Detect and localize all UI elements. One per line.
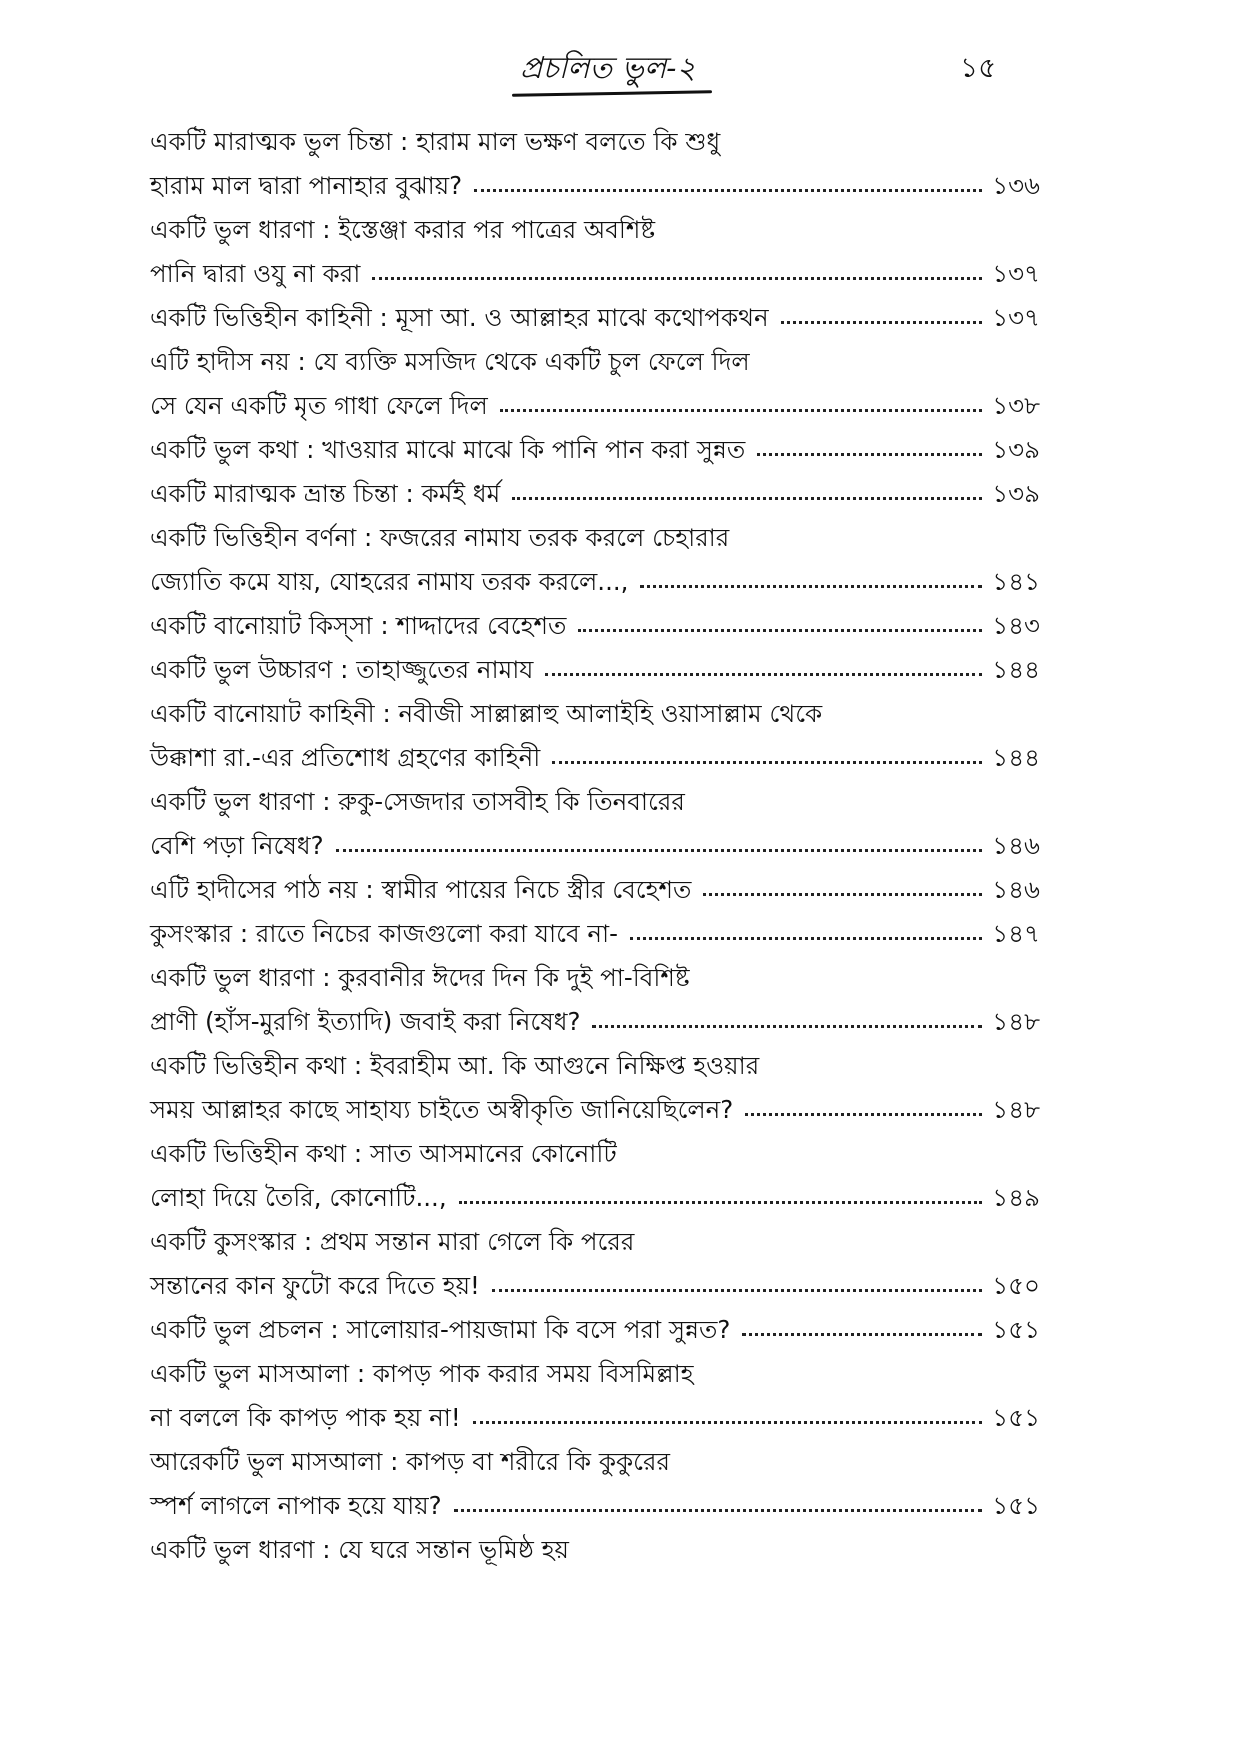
toc-entry-page: ১৫০ bbox=[992, 1270, 1040, 1300]
toc-entry-text: একটি ভুল ধারণা : যে ঘরে সন্তান ভূমিষ্ঠ হয় bbox=[150, 1534, 569, 1564]
toc-line bbox=[150, 248, 1040, 292]
toc-line bbox=[150, 1524, 1040, 1568]
dot-leader bbox=[512, 497, 982, 500]
toc-entry-page: ১৪৪ bbox=[992, 742, 1040, 772]
dot-leader bbox=[578, 629, 982, 632]
toc-entry-page: ১৩৯ bbox=[992, 478, 1040, 508]
toc-line bbox=[150, 600, 1040, 644]
toc-line bbox=[150, 468, 1040, 512]
toc-entry-text: একটি ভুল ধারণা : কুরবানীর ঈদের দিন কি দুই পা-বিশিষ্ট bbox=[150, 962, 690, 992]
toc-entry-page: ১৪৬ bbox=[992, 830, 1040, 860]
toc-entry-text: এটি হাদীস নয় : যে ব্যক্তি মসজিদ থেকে একটি চুল ফেলে দিল bbox=[150, 346, 750, 376]
dot-leader bbox=[592, 1025, 982, 1028]
dot-leader bbox=[372, 277, 982, 280]
toc-entry-page: ১৪৮ bbox=[992, 1006, 1040, 1036]
toc-entry-page: ১৫১ bbox=[992, 1314, 1040, 1344]
toc-line bbox=[150, 1392, 1040, 1436]
toc-entry-page: ১৩৮ bbox=[992, 390, 1040, 420]
toc-entry-page: ১৪৮ bbox=[992, 1094, 1040, 1124]
toc-line bbox=[150, 1436, 1040, 1480]
toc-entry-text: একটি ভুল কথা : খাওয়ার মাঝে মাঝে কি পানি পান করা সুন্নত bbox=[150, 434, 746, 464]
toc-line bbox=[150, 204, 1040, 248]
dot-leader bbox=[474, 189, 982, 192]
toc-entry-text: জ্যোতি কমে যায়, যোহরের নামায তরক করলে..., bbox=[150, 566, 629, 596]
toc-entry-text: উক্কাশা রা.-এর প্রতিশোধ গ্রহণের কাহিনী bbox=[150, 742, 541, 772]
toc-line bbox=[150, 1040, 1040, 1084]
dot-leader bbox=[640, 585, 982, 588]
toc-entry-text: একটি ভুল উচ্চারণ : তাহাজ্জুতের নামায bbox=[150, 654, 534, 684]
dot-leader bbox=[742, 1333, 982, 1336]
toc-line bbox=[150, 864, 1040, 908]
toc-line bbox=[150, 1480, 1040, 1524]
dot-leader bbox=[757, 453, 982, 456]
dot-leader bbox=[492, 1289, 982, 1292]
toc-entry-text: বেশি পড়া নিষেধ? bbox=[150, 830, 324, 860]
dot-leader bbox=[500, 409, 983, 412]
toc-line bbox=[150, 644, 1040, 688]
toc-entry-text: সময় আল্লাহর কাছে সাহায্য চাইতে অস্বীকৃতি জানিয়েছিলেন? bbox=[150, 1094, 734, 1124]
dot-leader bbox=[336, 849, 983, 852]
dot-leader bbox=[552, 761, 982, 764]
toc-line bbox=[150, 688, 1040, 732]
toc-entry-text: একটি ভুল ধারণা : রুকু-সেজদার তাসবীহ কি তিনবারের bbox=[150, 786, 685, 816]
dot-leader bbox=[703, 893, 982, 896]
toc-line bbox=[150, 292, 1040, 336]
toc-entry-page: ১৩৭ bbox=[992, 258, 1040, 288]
toc-line bbox=[150, 116, 1040, 160]
toc-entry-page: ১৫১ bbox=[992, 1490, 1040, 1520]
dot-leader bbox=[781, 321, 983, 324]
toc-line bbox=[150, 1260, 1040, 1304]
toc-entry-text: না বললে কি কাপড় পাক হয় না! bbox=[150, 1402, 461, 1432]
toc-line bbox=[150, 336, 1040, 380]
toc-entry-page: ১৪৯ bbox=[992, 1182, 1040, 1212]
toc-entry-text: আরেকটি ভুল মাসআলা : কাপড় বা শরীরে কি কুকুরের bbox=[150, 1446, 670, 1476]
toc-line bbox=[150, 996, 1040, 1040]
toc-line bbox=[150, 732, 1040, 776]
toc-entry-text: স্পর্শ লাগলে নাপাক হয়ে যায়? bbox=[150, 1490, 442, 1520]
toc-line bbox=[150, 820, 1040, 864]
toc-entry-text: একটি ভুল মাসআলা : কাপড় পাক করার সময় বিসমিল্লাহ bbox=[150, 1358, 694, 1388]
dot-leader bbox=[473, 1421, 983, 1424]
toc-entry-page: ১৩৭ bbox=[992, 302, 1040, 332]
toc-line bbox=[150, 908, 1040, 952]
toc-entry-text: প্রাণী (হাঁস-মুরগি ইত্যাদি) জবাই করা নিষেধ? bbox=[150, 1006, 581, 1036]
toc-line bbox=[150, 424, 1040, 468]
toc-line bbox=[150, 776, 1040, 820]
toc-entry-page: ১৫১ bbox=[992, 1402, 1040, 1432]
toc-entry-text: লোহা দিয়ে তৈরি, কোনোটি..., bbox=[150, 1182, 447, 1212]
toc-line bbox=[150, 1172, 1040, 1216]
dot-leader bbox=[545, 673, 982, 676]
toc-entry-page: ১৪১ bbox=[992, 566, 1040, 596]
dot-leader bbox=[630, 937, 982, 940]
toc-entry-page: ১৪৬ bbox=[992, 874, 1040, 904]
toc-entry-text: একটি ভুল প্রচলন : সালোয়ার-পায়জামা কি বসে পরা সুন্নত? bbox=[150, 1314, 731, 1344]
dot-leader bbox=[745, 1113, 982, 1116]
toc-entry-text: একটি ভিত্তিহীন কথা : সাত আসমানের কোনোটি bbox=[150, 1138, 617, 1168]
toc-line bbox=[150, 512, 1040, 556]
toc-line bbox=[150, 160, 1040, 204]
toc-line bbox=[150, 1128, 1040, 1172]
toc-entry-text: একটি বানোয়াট কাহিনী : নবীজী সাল্লাল্লাহু আলাইহি ওয়াসাল্লাম থেকে bbox=[150, 698, 823, 728]
toc-entry-page: ১৪৪ bbox=[992, 654, 1040, 684]
toc-line bbox=[150, 1304, 1040, 1348]
table-of-contents bbox=[150, 116, 1040, 1568]
toc-entry-text: একটি মারাত্মক ভ্রান্ত চিন্তা : কর্মই ধর্ম bbox=[150, 478, 501, 508]
toc-line bbox=[150, 1084, 1040, 1128]
page-header bbox=[0, 38, 1240, 108]
toc-entry-text: একটি বানোয়াট কিস্সা : শাদ্দাদের বেহেশত bbox=[150, 610, 567, 640]
toc-line bbox=[150, 1348, 1040, 1392]
toc-entry-text: পানি দ্বারা ওযু না করা bbox=[150, 258, 361, 288]
toc-entry-text: একটি মারাত্মক ভুল চিন্তা : হারাম মাল ভক্ষণ বলতে কি শুধু bbox=[150, 126, 721, 156]
toc-entry-page: ১৪৭ bbox=[992, 918, 1040, 948]
toc-entry-text: হারাম মাল দ্বারা পানাহার বুঝায়? bbox=[150, 170, 463, 200]
page-number: ১৫ bbox=[960, 51, 997, 84]
toc-entry-text: একটি ভিত্তিহীন বর্ণনা : ফজরের নামায তরক করলে চেহারার bbox=[150, 522, 730, 552]
toc-line bbox=[150, 380, 1040, 424]
toc-entry-page: ১৩৬ bbox=[992, 170, 1040, 200]
toc-entry-text: সন্তানের কান ফুটো করে দিতে হয়! bbox=[150, 1270, 480, 1300]
toc-entry-page: ১৪৩ bbox=[992, 610, 1040, 640]
running-title: প্রচলিত ভুল-২ bbox=[520, 51, 696, 86]
toc-line bbox=[150, 556, 1040, 600]
toc-entry-text: একটি ভিত্তিহীন কাহিনী : মূসা আ. ও আল্লাহর মাঝে কথোপকথন bbox=[150, 302, 769, 332]
toc-line bbox=[150, 1216, 1040, 1260]
toc-entry-text: একটি ভুল ধারণা : ইস্তেঞ্জা করার পর পাত্রের অবশিষ্ট bbox=[150, 214, 656, 244]
toc-entry-text: একটি ভিত্তিহীন কথা : ইবরাহীম আ. কি আগুনে নিক্ষিপ্ত হওয়ার bbox=[150, 1050, 760, 1080]
toc-line bbox=[150, 952, 1040, 996]
toc-entry-text: একটি কুসংস্কার : প্রথম সন্তান মারা গেলে কি পরের bbox=[150, 1226, 635, 1256]
toc-entry-text: সে যেন একটি মৃত গাধা ফেলে দিল bbox=[150, 390, 488, 420]
toc-entry-text: এটি হাদীসের পাঠ নয় : স্বামীর পায়ের নিচে স্ত্রীর বেহেশত bbox=[150, 874, 692, 904]
dot-leader bbox=[459, 1201, 983, 1204]
toc-entry-text: কুসংস্কার : রাতে নিচের কাজগুলো করা যাবে না- bbox=[150, 918, 618, 948]
toc-entry-page: ১৩৯ bbox=[992, 434, 1040, 464]
dot-leader bbox=[454, 1509, 983, 1512]
